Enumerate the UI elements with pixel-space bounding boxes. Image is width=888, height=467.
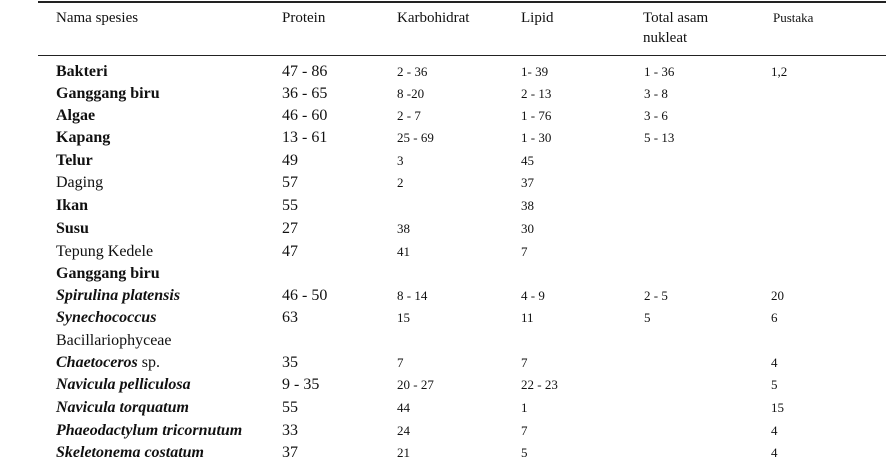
header-lipid: Lipid [521,10,554,26]
header-total-asam-nukleat [643,8,708,48]
protein-cell: 27 [282,220,298,237]
protein-cell: 35 [282,354,298,371]
protein-cell: 36 - 65 [282,85,328,102]
pustaka-cell: 4 [771,445,778,460]
lipid-cell: 1- 39 [521,64,549,79]
species-name-cell [56,173,103,193]
total-asam-nukleat-cell: 3 - 8 [644,86,668,101]
species-name: Phaeodactylum tricornutum [56,422,243,439]
protein-cell: 55 [282,197,298,214]
karbohidrat-cell: 2 [397,175,404,190]
protein-cell: 63 [282,309,298,326]
karbohidrat-cell: 8 -20 [397,86,425,101]
protein-cell: 55 [282,399,298,416]
header-nukleat-line1: Total asam [643,10,709,26]
species-name: Ikan [56,197,89,214]
protein-cell: 33 [282,422,298,439]
karbohidrat-cell: 2 - 7 [397,108,421,123]
species-name: Synechococcus [56,309,157,326]
species-name-cell [56,62,108,82]
species-name-cell [56,264,160,284]
table-header-rule [38,55,886,56]
karbohidrat-cell: 44 [397,400,410,415]
table-top-rule [38,1,886,3]
species-name: Tepung Kedele [56,243,154,260]
total-asam-nukleat-cell: 5 [644,310,651,325]
lipid-cell: 37 [521,175,534,190]
pustaka-cell: 5 [771,377,778,392]
header-nama-spesies: Nama spesies [56,10,139,26]
species-name-cell [56,353,160,373]
lipid-cell: 7 [521,244,528,259]
protein-cell: 47 [282,243,298,260]
pustaka-cell: 4 [771,423,778,438]
karbohidrat-cell: 8 - 14 [397,288,428,303]
species-name-cell [56,242,153,262]
pustaka-cell: 20 [771,288,784,303]
lipid-cell: 2 - 13 [521,86,552,101]
species-name: Navicula pelliculosa [56,376,191,393]
total-asam-nukleat-cell: 5 - 13 [644,130,675,145]
lipid-cell: 1 - 76 [521,108,552,123]
species-name: Spirulina platensis [56,287,181,304]
protein-cell: 9 - 35 [282,376,320,393]
protein-cell: 46 - 50 [282,287,328,304]
pustaka-cell: 1,2 [771,64,788,79]
species-name-cell [56,398,189,418]
karbohidrat-cell: 3 [397,153,404,168]
lipid-cell: 38 [521,198,534,213]
species-name-cell [56,421,242,441]
total-asam-nukleat-cell: 2 - 5 [644,288,668,303]
species-name-cell [56,443,204,463]
species-name-cell [56,308,156,328]
pustaka-cell: 6 [771,310,778,325]
protein-cell: 46 - 60 [282,107,328,124]
species-name: Navicula torquatum [56,399,189,416]
species-name: Ganggang biru [56,85,160,102]
species-name: Chaetoceros [56,354,138,371]
lipid-cell: 7 [521,355,528,370]
karbohidrat-cell: 25 - 69 [397,130,434,145]
karbohidrat-cell: 24 [397,423,410,438]
karbohidrat-cell: 2 - 36 [397,64,428,79]
karbohidrat-cell: 38 [397,221,410,236]
species-name: Algae [56,107,96,124]
karbohidrat-cell: 20 - 27 [397,377,434,392]
lipid-cell: 1 - 30 [521,130,552,145]
karbohidrat-cell: 41 [397,244,410,259]
header-nukleat-line2: nukleat [643,30,688,46]
lipid-cell: 11 [521,310,534,325]
header-karbohidrat: Karbohidrat [397,10,470,26]
species-name: Kapang [56,129,111,146]
karbohidrat-cell: 15 [397,310,410,325]
species-name-cell [56,286,180,306]
header-protein: Protein [282,10,326,26]
protein-cell: 49 [282,152,298,169]
karbohidrat-cell: 7 [397,355,404,370]
species-name: Bakteri [56,63,108,80]
protein-cell: 37 [282,444,298,461]
species-name: Daging [56,174,104,191]
species-name: Skeletonema costatum [56,444,204,461]
lipid-cell: 7 [521,423,528,438]
species-name-cell [56,196,88,216]
species-name-cell [56,106,95,126]
species-name: Ganggang biru [56,265,160,282]
species-name-cell [56,128,110,148]
pustaka-cell: 4 [771,355,778,370]
species-name-cell [56,84,160,104]
species-name-cell [56,219,89,239]
karbohidrat-cell: 21 [397,445,410,460]
lipid-cell: 45 [521,153,534,168]
lipid-cell: 4 - 9 [521,288,545,303]
protein-cell: 57 [282,174,298,191]
species-name-cell [56,375,191,395]
protein-cell: 47 - 86 [282,63,328,80]
lipid-cell: 5 [521,445,528,460]
species-name: Telur [56,152,93,169]
total-asam-nukleat-cell: 3 - 6 [644,108,668,123]
lipid-cell: 30 [521,221,534,236]
species-name-cell [56,331,172,351]
protein-cell: 13 - 61 [282,129,328,146]
lipid-cell: 22 - 23 [521,377,558,392]
pustaka-cell: 15 [771,400,784,415]
species-name-suffix: sp. [137,354,161,371]
lipid-cell: 1 [521,400,528,415]
species-name-cell [56,151,93,171]
header-pustaka: Pustaka [773,10,814,25]
species-name: Bacillariophyceae [56,332,172,349]
species-name: Susu [56,220,89,237]
total-asam-nukleat-cell: 1 - 36 [644,64,675,79]
